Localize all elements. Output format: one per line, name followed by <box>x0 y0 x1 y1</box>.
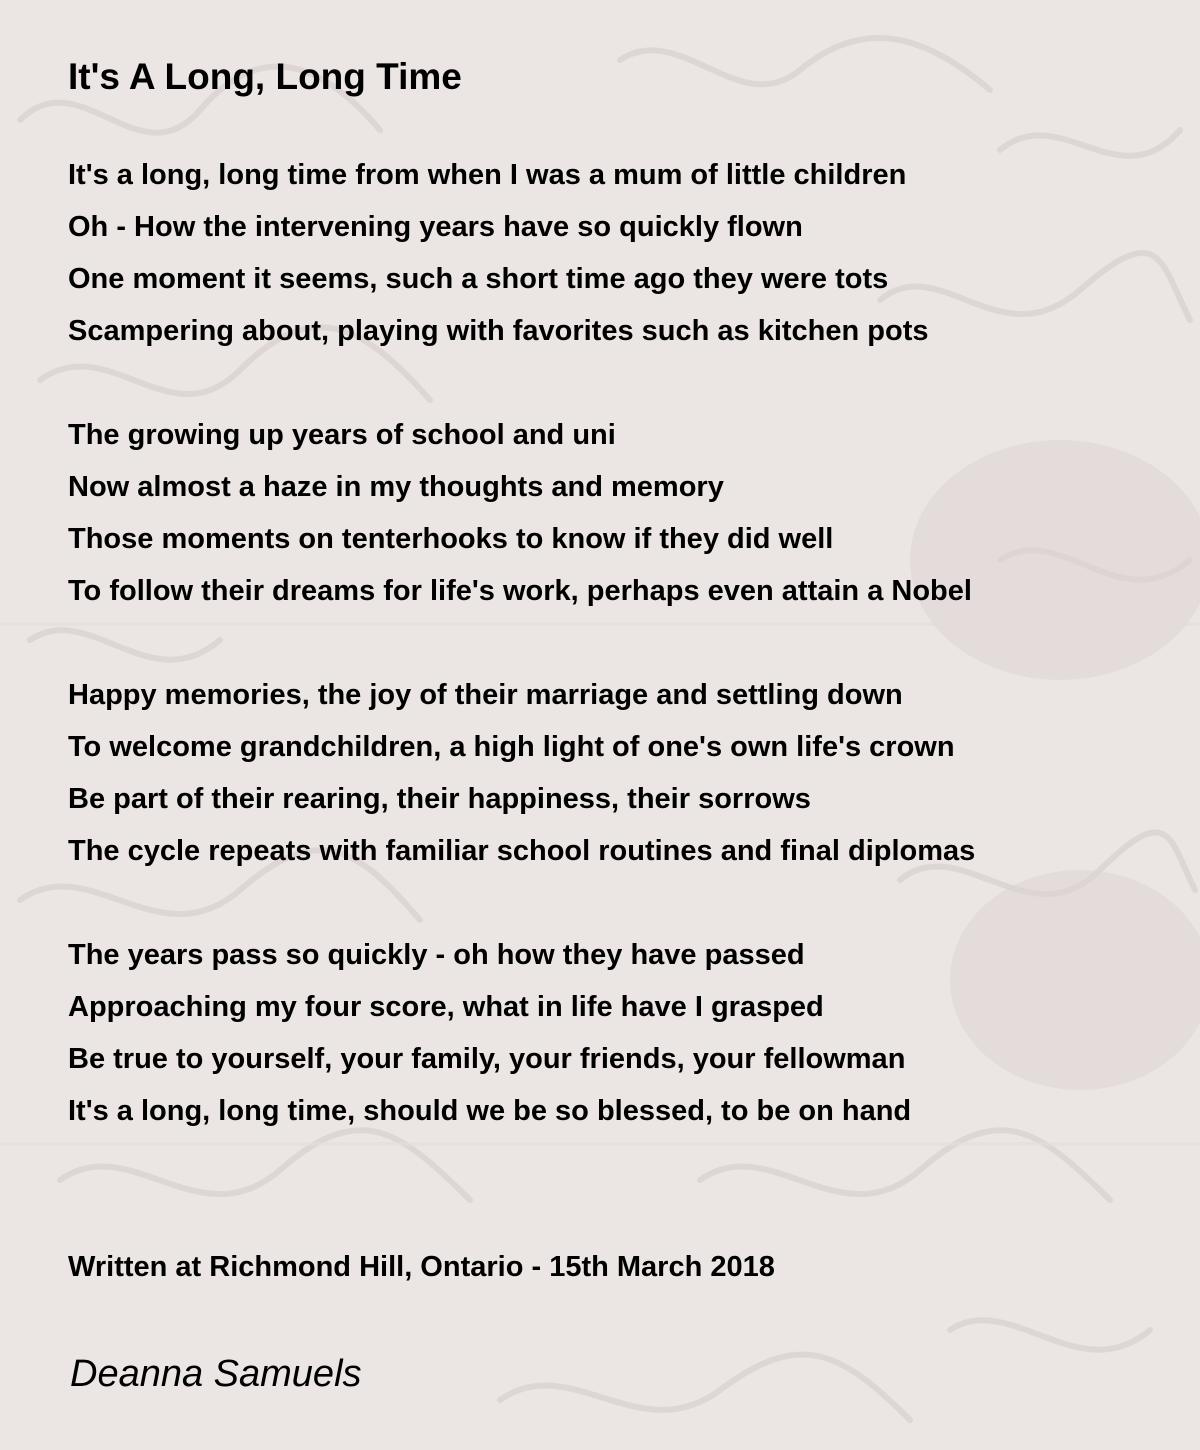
poem-stanza-1 <box>68 149 929 357</box>
poem-line: Be true to yourself, your family, your friends, your fellowman <box>68 1043 906 1075</box>
poem-line: Scampering about, playing with favorites such as kitchen pots <box>68 315 929 347</box>
poem-line: Now almost a haze in my thoughts and memory <box>68 471 724 503</box>
poem-line: The cycle repeats with familiar school routines and final diplomas <box>68 835 976 867</box>
poem-stanza-3 <box>68 669 975 877</box>
author-name: Deanna Samuels <box>70 1353 362 1395</box>
poem-stanza-4 <box>68 929 911 1137</box>
poem-line: The growing up years of school and uni <box>68 419 616 451</box>
poem-stanza-2 <box>68 409 972 617</box>
composition-note: Written at Richmond Hill, Ontario - 15th March 2018 <box>68 1251 775 1283</box>
poem-line: It's a long, long time from when I was a mum of little children <box>68 159 907 191</box>
poem-line: To follow their dreams for life's work, perhaps even attain a Nobel <box>68 575 972 607</box>
poem-line: Approaching my four score, what in life have I grasped <box>68 991 824 1023</box>
poem-line: Those moments on tenterhooks to know if they did well <box>68 523 834 555</box>
poem-line: Oh - How the intervening years have so quickly flown <box>68 211 803 243</box>
poem-line: One moment it seems, such a short time ago they were tots <box>68 263 889 295</box>
poem-title: It's A Long, Long Time <box>68 56 462 97</box>
poem-line: The years pass so quickly - oh how they have passed <box>68 939 805 971</box>
poem-line: To welcome grandchildren, a high light of one's own life's crown <box>68 731 955 763</box>
poem-line: Be part of their rearing, their happiness, their sorrows <box>68 783 811 815</box>
poem-line: Happy memories, the joy of their marriage and settling down <box>68 679 903 711</box>
poem-line: It's a long, long time, should we be so blessed, to be on hand <box>68 1095 912 1127</box>
